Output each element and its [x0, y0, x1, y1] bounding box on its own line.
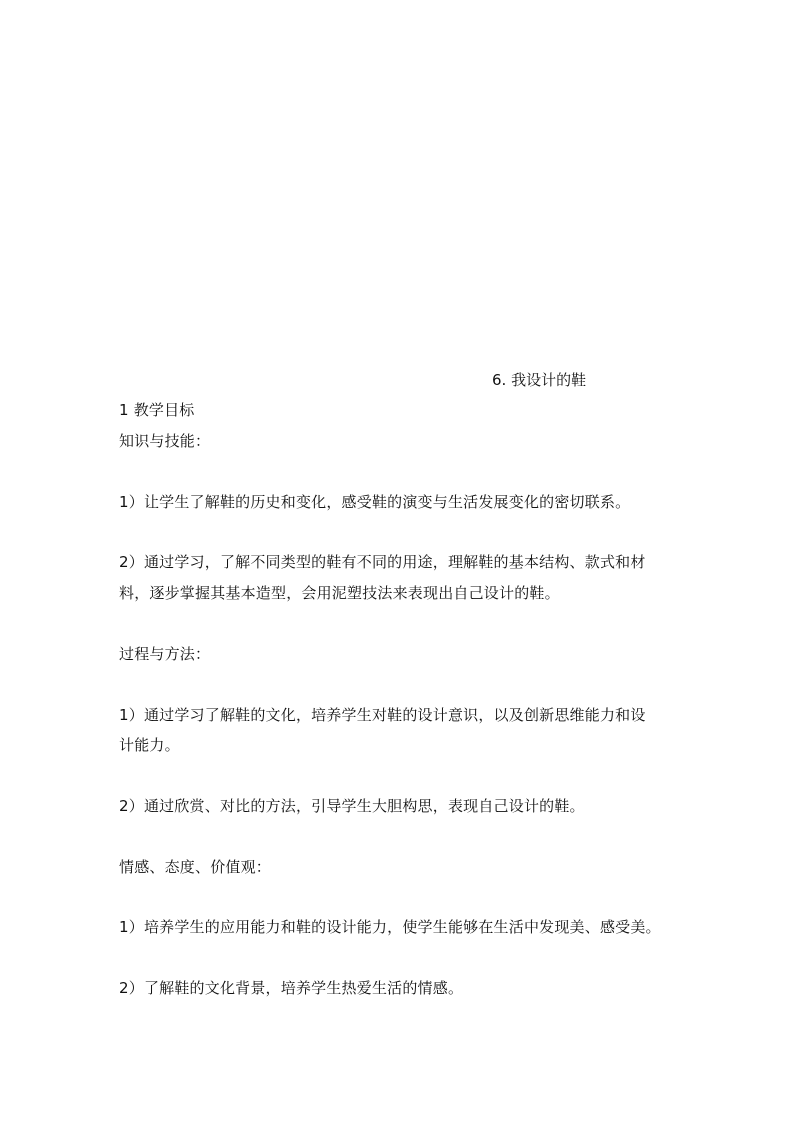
- process-item-1-line-2: 计能力。: [119, 736, 180, 754]
- knowledge-item-1: 1）让学生了解鞋的历史和变化，感受鞋的演变与生活发展变化的密切联系。: [119, 493, 631, 511]
- knowledge-item-2-line-2: 料，逐步掌握其基本造型，会用泥塑技法来表现出自己设计的鞋。: [119, 584, 560, 602]
- knowledge-item-2-line-1: 2）通过学习，了解不同类型的鞋有不同的用途，理解鞋的基本结构、款式和材: [119, 553, 646, 571]
- process-item-2: 2）通过欣赏、对比的方法，引导学生大胆构思，表现自己设计的鞋。: [119, 797, 585, 815]
- knowledge-heading: 知识与技能：: [119, 432, 211, 450]
- document-title: 6. 我设计的鞋: [492, 371, 587, 389]
- emotion-item-1: 1）培养学生的应用能力和鞋的设计能力，使学生能够在生活中发现美、感受美。: [119, 918, 661, 936]
- process-item-1-line-1: 1）通过学习了解鞋的文化，培养学生对鞋的设计意识，以及创新思维能力和设: [119, 706, 646, 724]
- process-heading: 过程与方法：: [119, 645, 211, 663]
- emotion-heading: 情感、态度、价值观：: [119, 858, 272, 876]
- emotion-item-2: 2）了解鞋的文化背景，培养学生热爱生活的情感。: [119, 979, 464, 997]
- section-heading: 1 教学目标: [119, 401, 195, 419]
